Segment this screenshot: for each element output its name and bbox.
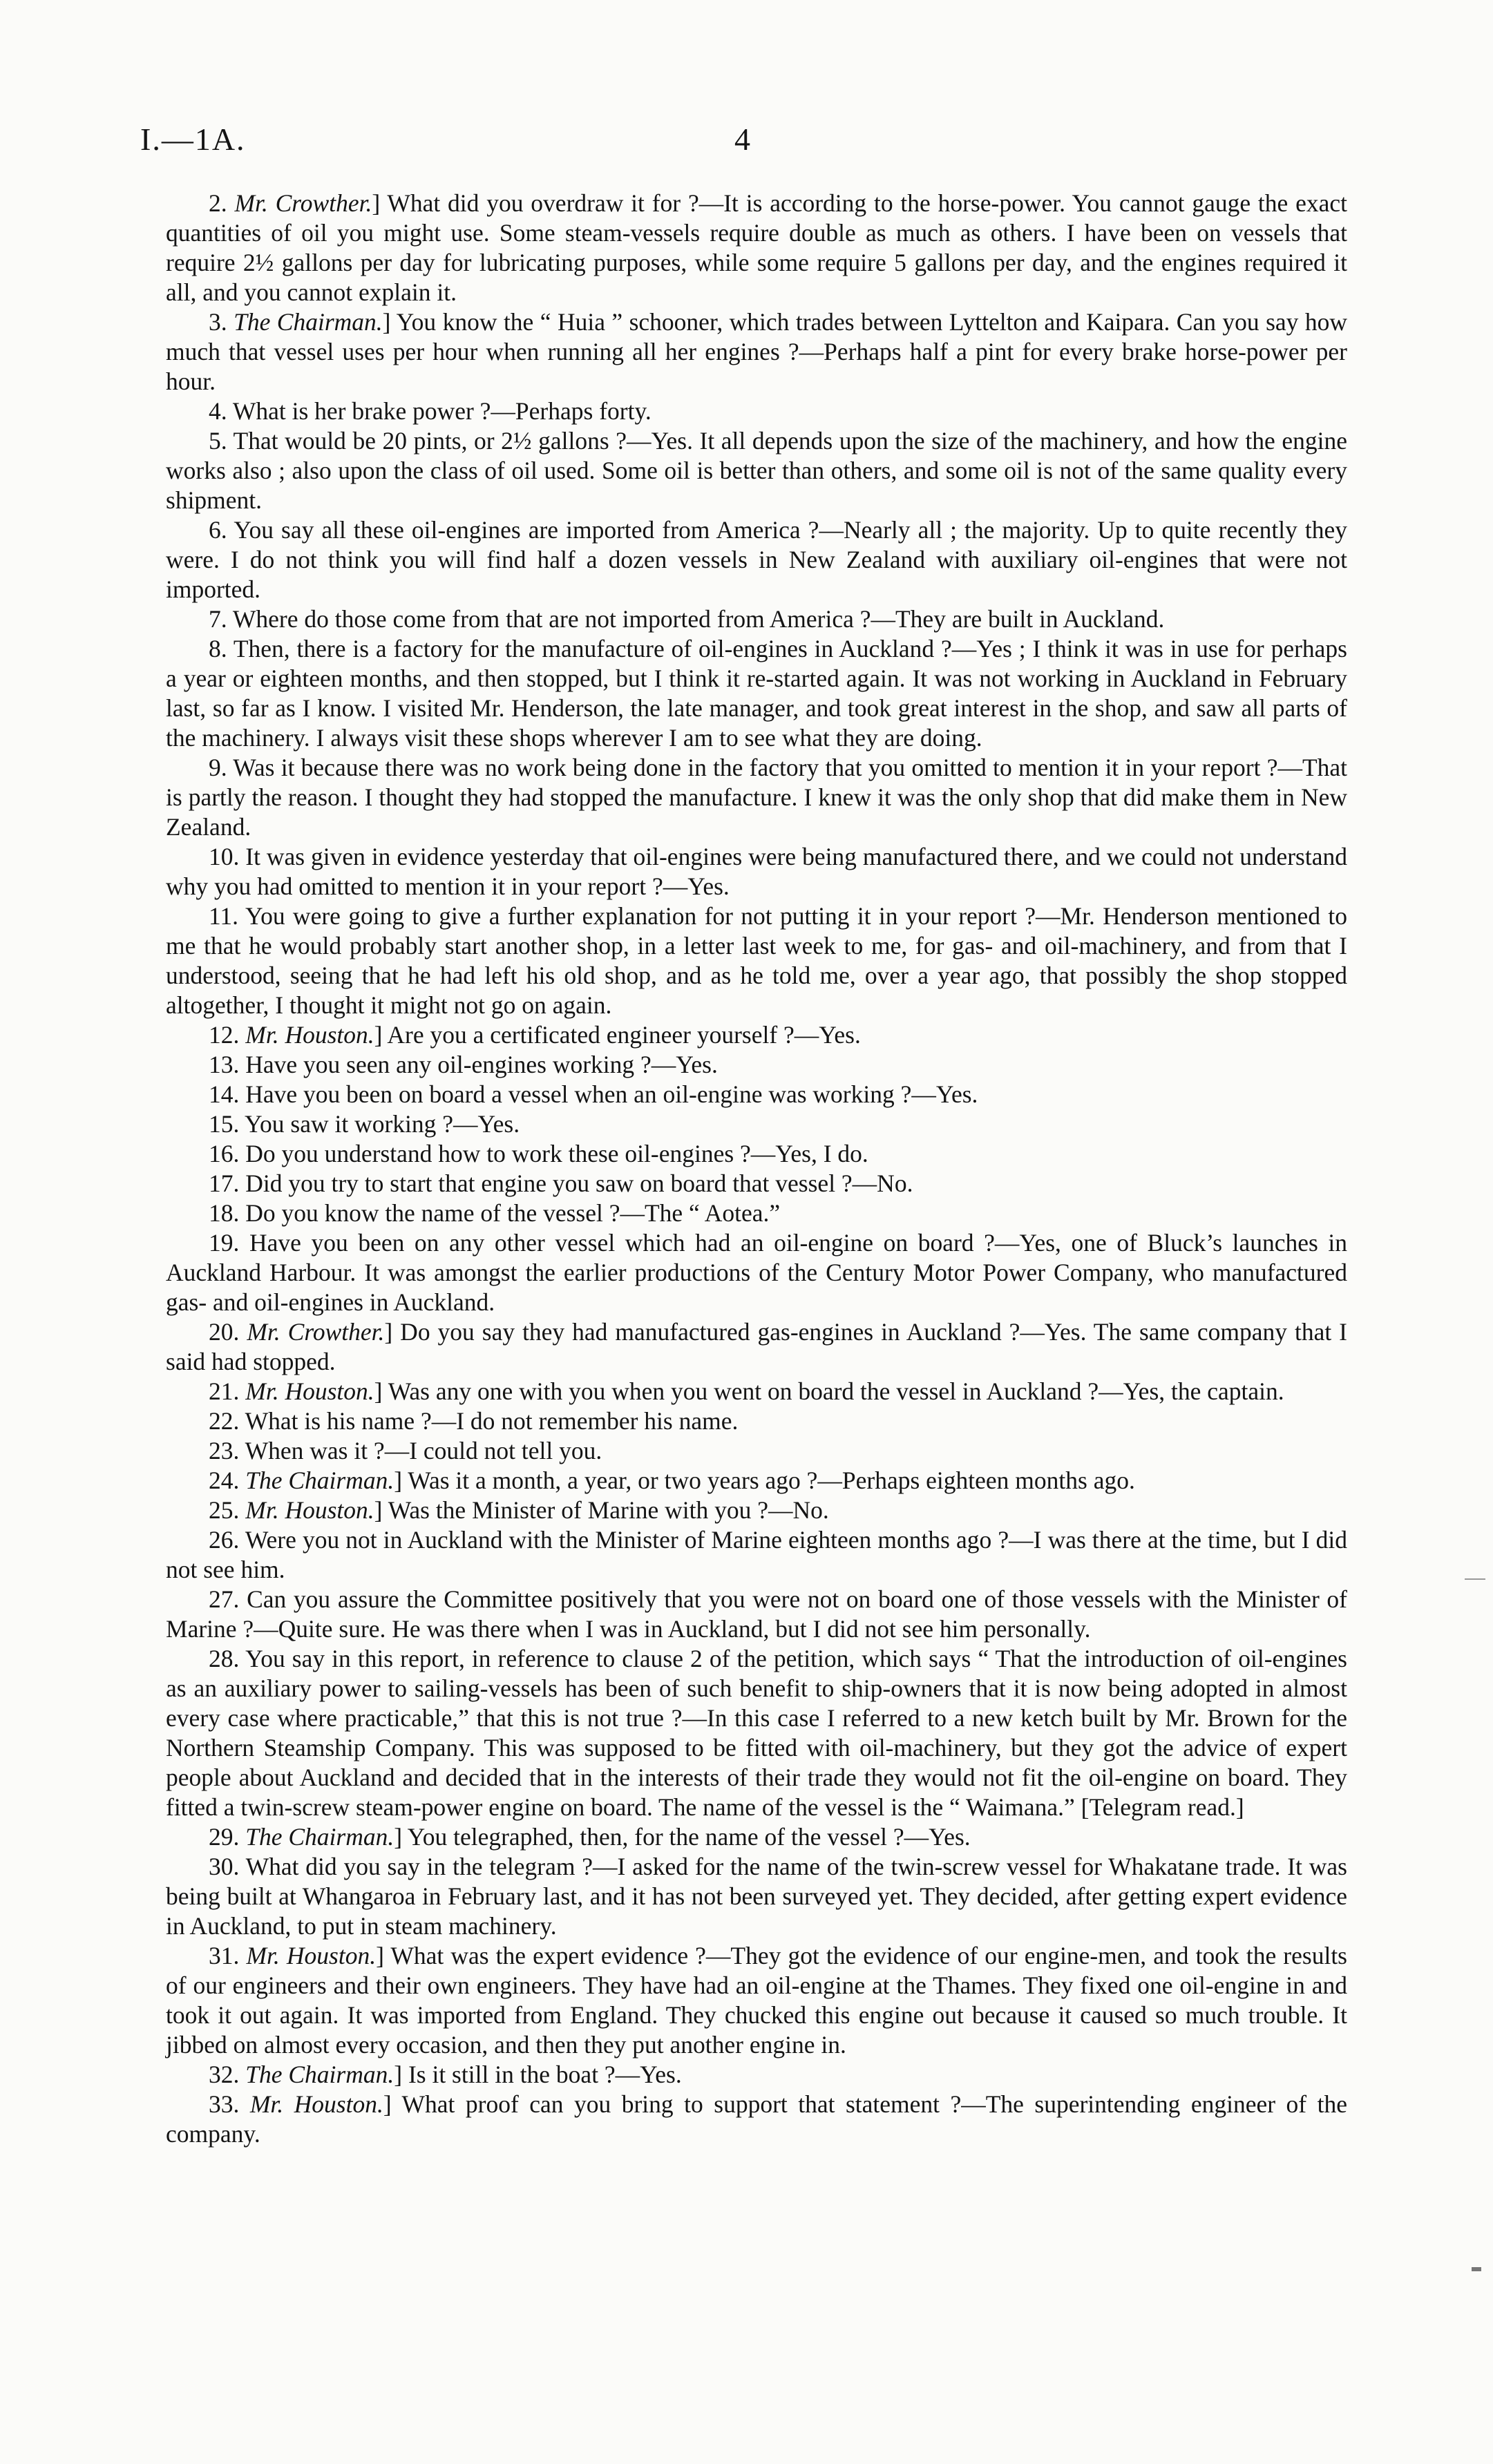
- question-text: You were going to give a further explanation for not putting it in your report ?—Mr. Henderson mentioned to me that he would probably start another shop, in a letter last week to me, for gas- and oil-machinery, and from that I understood, seeing that he had left his old shop, and as he told me, over a year ago, that possibly the shop stopped altogether, I thought it might not go on again.: [166, 902, 1347, 1019]
- question-paragraph: [166, 1139, 1347, 1169]
- question-paragraph: [166, 426, 1347, 515]
- speaker-name: Mr. Crowther.: [234, 189, 372, 217]
- margin-mark: [1465, 1578, 1485, 1580]
- question-text: ] Do you say they had manufactured gas-engines in Auckland ?—Yes. The same company that I said had stopped.: [166, 1318, 1348, 1375]
- question-paragraph: [166, 515, 1347, 604]
- question-paragraph: [166, 189, 1347, 307]
- question-text: ] Was the Minister of Marine with you ?—No.: [374, 1496, 829, 1524]
- speaker-name: The Chairman.: [245, 1467, 394, 1494]
- question-text: What did you say in the telegram ?—I asked for the name of the twin-screw vessel for Whakatane trade. It was being built at Whangaroa in February last, and it has not been surveyed yet. They decided, after getting expert evidence in Auckland, to put in steam machinery.: [166, 1853, 1348, 1940]
- question-paragraph: [166, 1109, 1347, 1139]
- question-number: 20.: [209, 1318, 247, 1346]
- question-number: 4.: [209, 397, 233, 425]
- question-paragraph: [166, 1466, 1347, 1496]
- page-number: 4: [734, 122, 750, 157]
- question-number: 23.: [209, 1437, 245, 1464]
- speaker-name: Mr. Houston.: [246, 1942, 377, 1969]
- question-text: You say in this report, in reference to clause 2 of the petition, which says “ That the introduction of oil-engines as an auxiliary power to sailing-vessels has been of such benefit to ship-owners that it is now being adopted in almost every case where practicable,” that this is not true ?—In this case I referred to a new ketch built by Mr. Brown for the Northern Steamship Company. This was supposed to be fitted with oil-machinery, but they got the advice of expert people about Auckland and decided that in the interests of their trade they would not fit the oil-engine on board. They fitted a twin-screw steam-power engine on board. The name of the vessel is the “ Waimana.” [Telegram read.]: [166, 1645, 1347, 1821]
- question-number: 6.: [209, 516, 234, 544]
- question-text: Was it because there was no work being done in the factory that you omitted to mention it in your report ?—That is partly the reason. I thought they had stopped the manufacture. I knew it was the only shop that did make them in New Zealand.: [166, 754, 1348, 841]
- question-paragraph: [166, 2060, 1347, 2090]
- page-header: [140, 121, 1349, 162]
- question-text: Do you know the name of the vessel ?—The “ Aotea.”: [245, 1199, 781, 1227]
- question-text: ] What proof can you bring to support that statement ?—The superintending engineer of the company.: [166, 2090, 1347, 2148]
- question-paragraph: [166, 1436, 1347, 1466]
- question-text: You say all these oil-engines are imported from America ?—Nearly all ; the majority. Up to quite recently they were. I do not think you will find half a dozen vessels in New Zealand with auxiliary oil-engines that were not imported.: [166, 516, 1348, 603]
- question-paragraph: [166, 1020, 1347, 1050]
- question-number: 22.: [209, 1407, 245, 1435]
- evidence-text: [166, 189, 1347, 2149]
- question-number: 17.: [209, 1169, 246, 1197]
- question-text: What is her brake power ?—Perhaps forty.: [232, 397, 652, 425]
- question-number: 25.: [209, 1496, 246, 1524]
- question-text: What is his name ?—I do not remember his name.: [245, 1407, 739, 1435]
- question-number: 13.: [209, 1051, 246, 1078]
- question-text: ] Was any one with you when you went on board the vessel in Auckland ?—Yes, the captain.: [374, 1377, 1284, 1405]
- question-text: It was given in evidence yesterday that oil-engines were being manufactured there, and we could not understand why you had omitted to mention it in your report ?—Yes.: [166, 843, 1347, 900]
- question-number: 18.: [209, 1199, 246, 1227]
- question-paragraph: [166, 1585, 1347, 1644]
- question-number: 2.: [209, 189, 235, 217]
- question-paragraph: [166, 1852, 1347, 1941]
- speaker-name: Mr. Houston.: [245, 1021, 374, 1049]
- speaker-name: The Chairman.: [234, 308, 383, 336]
- speaker-name: Mr. Houston.: [245, 1377, 374, 1405]
- question-number: 5.: [209, 427, 234, 455]
- question-text: Where do those come from that are not imported from America ?—They are built in Auckland.: [232, 605, 1165, 633]
- question-number: 32.: [209, 2061, 246, 2088]
- question-number: 3.: [209, 308, 234, 336]
- question-text: Have you been on any other vessel which had an oil-engine on board ?—Yes, one of Bluck’s launches in Auckland Harbour. It was amongst the earlier productions of the Century Motor Power Company, who manufactured gas- and oil-engines in Auckland.: [166, 1229, 1348, 1316]
- question-number: 19.: [209, 1229, 249, 1257]
- question-number: 24.: [209, 1467, 246, 1494]
- question-paragraph: [166, 1644, 1347, 1822]
- question-paragraph: [166, 2090, 1347, 2149]
- question-text: Then, there is a factory for the manufacture of oil-engines in Auckland ?—Yes ; I think it was in use for perhaps a year or eighteen months, and then stopped, but I think it re-started again. It was not working in Auckland in February last, so far as I know. I visited Mr. Henderson, the late manager, and took great interest in the shop, and saw all parts of the machinery. I always visit these shops wherever I am to see what they are doing.: [166, 635, 1347, 752]
- question-paragraph: [166, 753, 1347, 842]
- question-number: 15.: [209, 1110, 245, 1138]
- question-text: Can you assure the Committee positively that you were not on board one of those vessels with the Minister of Marine ?—Quite sure. He was there when I was in Auckland, but I did not see him personally.: [166, 1585, 1348, 1643]
- question-number: 11.: [209, 902, 246, 930]
- question-paragraph: [166, 842, 1347, 901]
- question-paragraph: [166, 307, 1347, 397]
- question-number: 14.: [209, 1080, 246, 1108]
- speaker-name: The Chairman.: [245, 1823, 394, 1851]
- question-number: 27.: [209, 1585, 247, 1613]
- question-paragraph: [166, 1406, 1347, 1436]
- question-number: 21.: [209, 1377, 246, 1405]
- question-number: 12.: [209, 1021, 246, 1049]
- question-text: When was it ?—I could not tell you.: [245, 1437, 602, 1464]
- question-number: 29.: [209, 1823, 246, 1851]
- question-text: ] You know the “ Huia ” schooner, which trades between Lyttelton and Kaipara. Can you say how much that vessel uses per hour when running all her engines ?—Perhaps half a pint for every brake horse-power per hour.: [166, 308, 1347, 395]
- question-text: ] Are you a certificated engineer yourself ?—Yes.: [374, 1021, 861, 1049]
- question-number: 16.: [209, 1140, 246, 1167]
- question-paragraph: [166, 1317, 1347, 1377]
- question-text: Have you seen any oil-engines working ?—Yes.: [245, 1051, 718, 1078]
- question-number: 10.: [209, 843, 246, 870]
- parliamentary-reference: I.—1A.: [140, 122, 246, 157]
- question-text: Did you try to start that engine you saw on board that vessel ?—No.: [245, 1169, 913, 1197]
- question-paragraph: [166, 1228, 1347, 1317]
- question-number: 26.: [209, 1526, 245, 1554]
- question-text: Do you understand how to work these oil-engines ?—Yes, I do.: [245, 1140, 868, 1167]
- question-paragraph: [166, 1169, 1347, 1198]
- question-paragraph: [166, 604, 1347, 634]
- question-number: 8.: [209, 635, 234, 662]
- question-paragraph: [166, 1822, 1347, 1852]
- question-number: 28.: [209, 1645, 246, 1672]
- question-paragraph: [166, 1377, 1347, 1406]
- question-text: Were you not in Auckland with the Minister of Marine eighteen months ago ?—I was there at the time, but I did not see him.: [166, 1526, 1347, 1583]
- question-paragraph: [166, 1525, 1347, 1585]
- question-paragraph: [166, 1941, 1347, 2060]
- question-paragraph: [166, 397, 1347, 426]
- question-number: 33.: [209, 2090, 250, 2118]
- question-paragraph: [166, 1080, 1347, 1109]
- margin-mark: [1472, 2267, 1481, 2271]
- question-text: You saw it working ?—Yes.: [244, 1110, 520, 1138]
- question-text: That would be 20 pints, or 2½ gallons ?—Yes. It all depends upon the size of the machinery, and how the engine works also ; also upon the class of oil used. Some oil is better than others, and some oil is not of the same quality every shipment.: [166, 427, 1347, 514]
- question-paragraph: [166, 1050, 1347, 1080]
- speaker-name: Mr. Houston.: [249, 2090, 383, 2118]
- question-paragraph: [166, 901, 1347, 1020]
- question-paragraph: [166, 634, 1347, 753]
- question-text: ] What was the expert evidence ?—They got the evidence of our engine-men, and took the results of our engineers and their own engineers. They have had an oil-engine at the Thames. They fixed one oil-engine in and took it out again. It was imported from England. They chucked this engine out because it caused so much trouble. It jibbed on almost every occasion, and then they put another engine in.: [166, 1942, 1347, 2059]
- question-number: 30.: [209, 1853, 246, 1880]
- question-paragraph: [166, 1198, 1347, 1228]
- question-paragraph: [166, 1496, 1347, 1525]
- question-number: 31.: [209, 1942, 247, 1969]
- question-number: 9.: [209, 754, 234, 781]
- speaker-name: Mr. Houston.: [245, 1496, 374, 1524]
- question-text: ] You telegraphed, then, for the name of the vessel ?—Yes.: [394, 1823, 971, 1851]
- question-text: ] What did you overdraw it for ?—It is according to the horse-power. You cannot gauge the exact quantities of oil you might use. Some steam-vessels require double as much as others. I have been on vessels that require 2½ gallons per day for lubricating purposes, while some require 5 gallons per day, and the engines required it all, and you cannot explain it.: [166, 189, 1347, 306]
- question-text: ] Was it a month, a year, or two years ago ?—Perhaps eighteen months ago.: [394, 1467, 1135, 1494]
- question-text: ] Is it still in the boat ?—Yes.: [394, 2061, 682, 2088]
- speaker-name: Mr. Crowther.: [247, 1318, 385, 1346]
- question-text: Have you been on board a vessel when an oil-engine was working ?—Yes.: [245, 1080, 978, 1108]
- speaker-name: The Chairman.: [245, 2061, 394, 2088]
- question-number: 7.: [209, 605, 233, 633]
